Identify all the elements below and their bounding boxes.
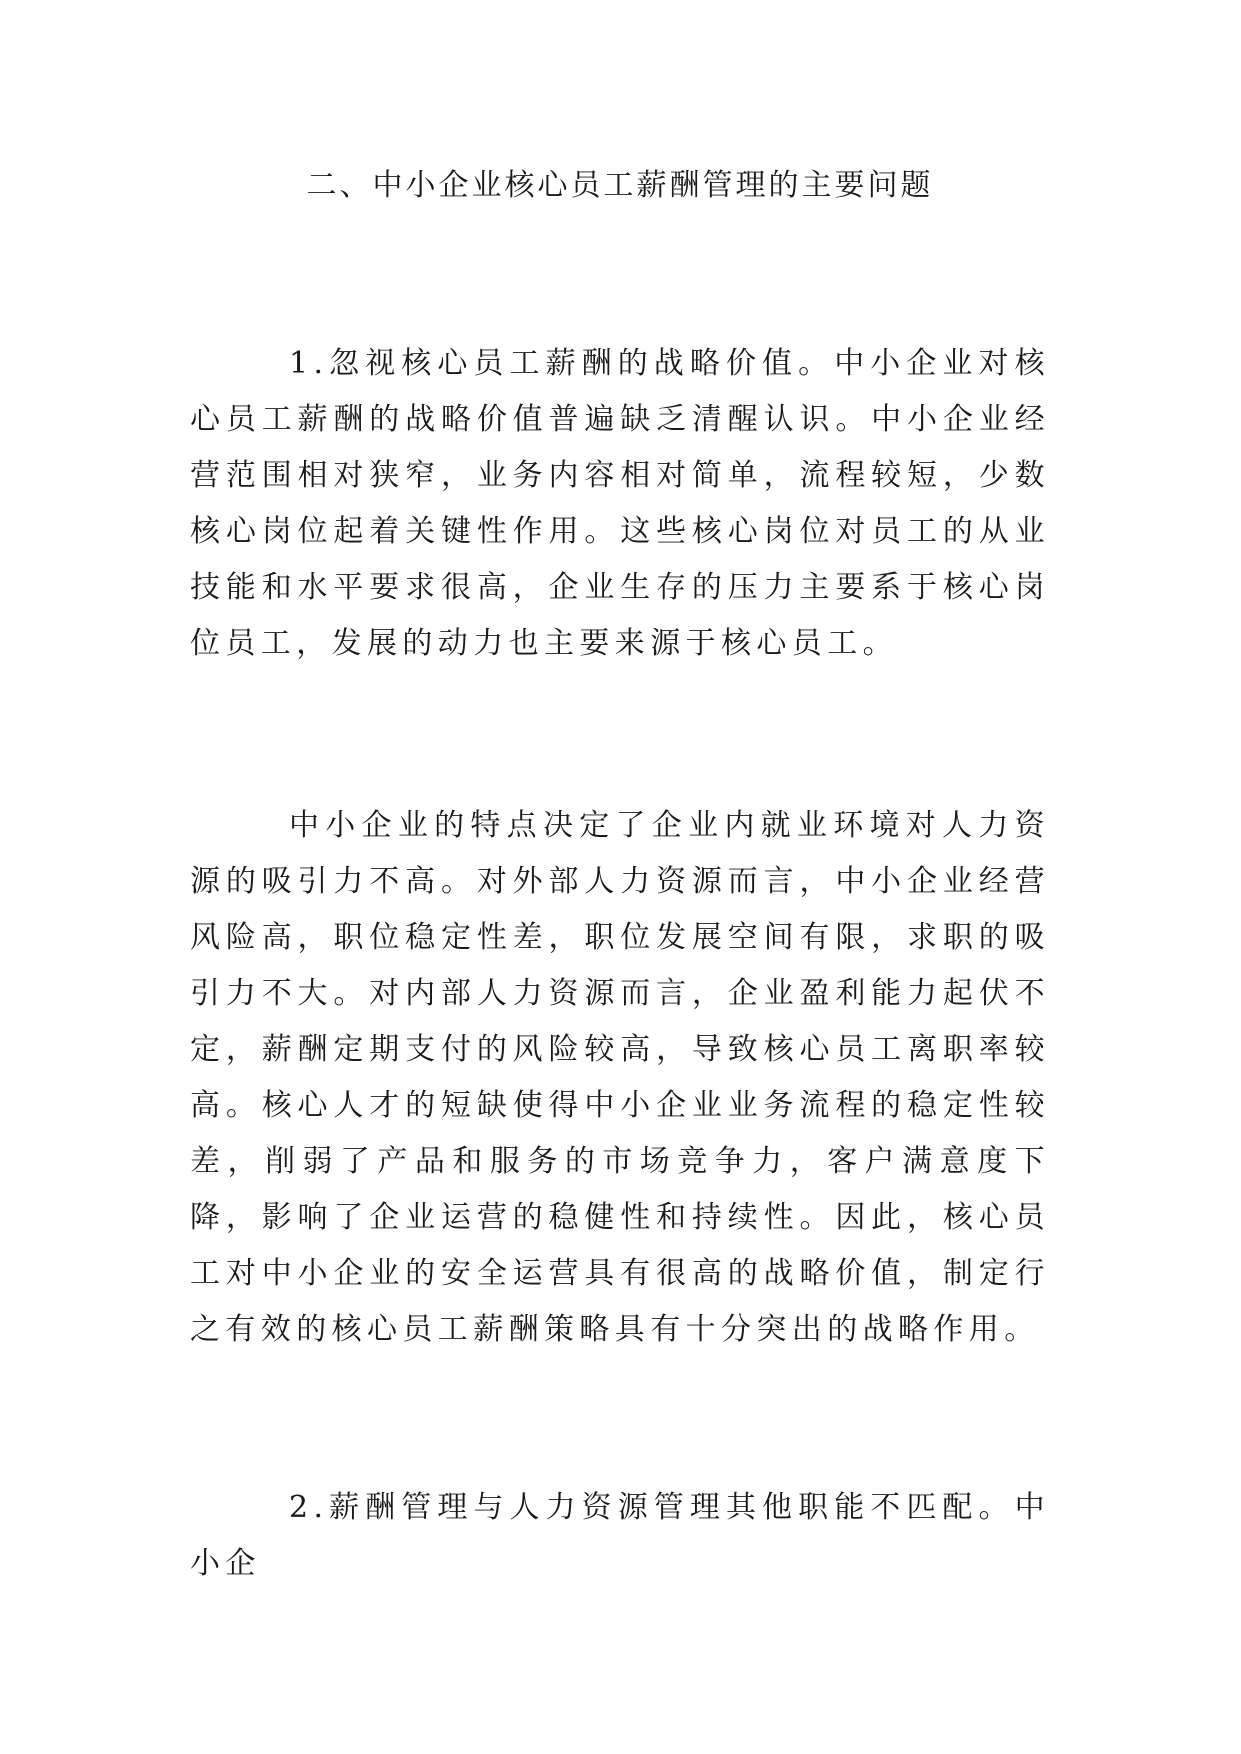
paragraph-3: 2.薪酬管理与人力资源管理其他职能不匹配。中小企 bbox=[190, 1490, 1050, 1581]
section-heading: 二、中小企业核心员工薪酬管理的主要问题 bbox=[306, 168, 934, 203]
paragraph-1: 1.忽视核心员工薪酬的战略价值。中小企业对核心员工薪酬的战略价值普遍缺乏清醒认识。中小企业经营范围相对狭窄，业务内容相对简单，流程较短，少数核心岗位起着关键性作用。这些核心岗位对员工的从业技能和水平要求很高，企业生存的压力主要系于核心岗位员工，发展的动力也主要来源于核心员工。 bbox=[190, 346, 1050, 661]
paragraph-2: 中小企业的特点决定了企业内就业环境对人力资源的吸引力不高。对外部人力资源而言，中小企业经营风险高，职位稳定性差，职位发展空间有限，求职的吸引力不大。对内部人力资源而言，企业盈利能力起伏不定，薪酬定期支付的风险较高，导致核心员工离职率较高。核心人才的短缺使得中小企业业务流程的稳定性较差，削弱了产品和服务的市场竞争力，客户满意度下降，影响了企业运营的稳健性和持续性。因此，核心员工对中小企业的安全运营具有很高的战略价值，制定行之有效的核心员工薪酬策略具有十分突出的战略作用。 bbox=[190, 808, 1050, 1347]
